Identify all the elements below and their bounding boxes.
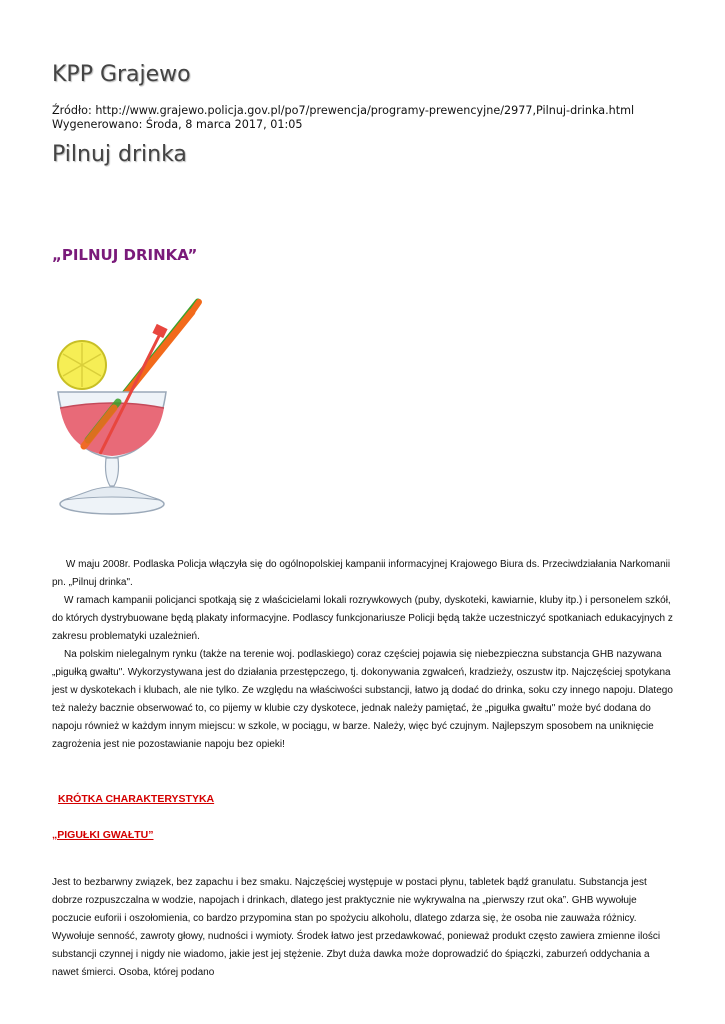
- paragraph-ghb: Na polskim nielegalnym rynku (także na terenie woj. podlaskiego) coraz częściej pojawia się niebezpieczna substancja GHB nazywana „pigułką gwałtu". Wykorzystywana jest do działania przestępczego, tj. dokonywania zgwałceń, kradzieży, oszustw itp. Najczęściej spotykana jest w dyskotekach i klubach, ale nie tylko. Ze względu na właściwości substancji, łatwo ją dodać do drinka, soku czy innego napoju. Dlatego też należy bacznie obserwować to, co pijemy w klubie czy dyskotece, jednak należy pamiętać, że „pigułka gwałtu" może być dodana do napoju również w każdym innym miejscu: w szkole, w pociągu, w barze. Należy, więc być czujnym. Najlepszym sposobem na uniknięcie zagrożenia jest nie pozostawianie napoju bez opieki!: [52, 649, 673, 750]
- document-meta: [52, 104, 634, 132]
- paragraph-intro: W maju 2008r. Podlaska Policja włączyła się do ogólnopolskiej kampanii informacyjnej Krajowego Biura ds. Przeciwdziałania Narkomanii pn. „Pilnuj drinka".: [52, 559, 673, 588]
- article-title: Pilnuj drinka: [52, 142, 187, 167]
- article-body-characteristics: [52, 874, 674, 982]
- paragraph-campaign: W ramach kampanii policjanci spotkają się z właścicielami lokali rozrywkowych (puby, dyskoteki, kawiarnie, kluby itp.) i personelem szkół, do których dystrybuowane będą plakaty informacyjne. Podlascy funkcjonariusze Policji będą także uczestniczyć spotkaniach edukacyjnych z zakresu problematyki uzależnień.: [52, 595, 673, 642]
- section-link-characteristics[interactable]: KRÓTKA CHARAKTERYSTYKA: [58, 793, 215, 805]
- cocktail-glass-icon: [52, 290, 204, 518]
- paragraph-characteristics: Jest to bezbarwny związek, bez zapachu i bez smaku. Najczęściej występuje w postaci płynu, tabletek bądź granulatu. Substancja jest dobrze rozpuszczalna w wodzie, napojach i drinkach, dlatego jest praktycznie nie wykrywalna na „pierwszy rzut oka”. GHB wywołuje poczucie euforii i oszołomienia, co bardzo przypomina stan po spożyciu alkoholu, dlatego zdarza się, że osoba nie zauważa różnicy. Wywołuje senność, zawroty głowy, nudności i wymioty. Środek łatwo jest przedawkować, ponieważ produkt często zawiera zmienne ilości substancji czynnej i nigdy nie wiadomo, jakie jest jej stężenie. Zbyt duża dawka może doprowadzić do śpiączki, zaburzeń oddychania a nawet śmierci. Osoba, której podano: [52, 877, 661, 978]
- site-title: KPP Grajewo: [52, 62, 191, 87]
- section-link-rape-pill[interactable]: „PIGUŁKI GWAŁTU”: [52, 829, 154, 841]
- source-line: Źródło: http://www.grajewo.policja.gov.pl/po7/prewencja/programy-prewencyjne/2977,Pilnuj-drinka.html: [52, 104, 635, 117]
- campaign-heading: „PILNUJ DRINKA”: [52, 246, 198, 264]
- generated-line: Wygenerowano: Środa, 8 marca 2017, 01:05: [52, 118, 303, 131]
- article-body: [52, 556, 674, 754]
